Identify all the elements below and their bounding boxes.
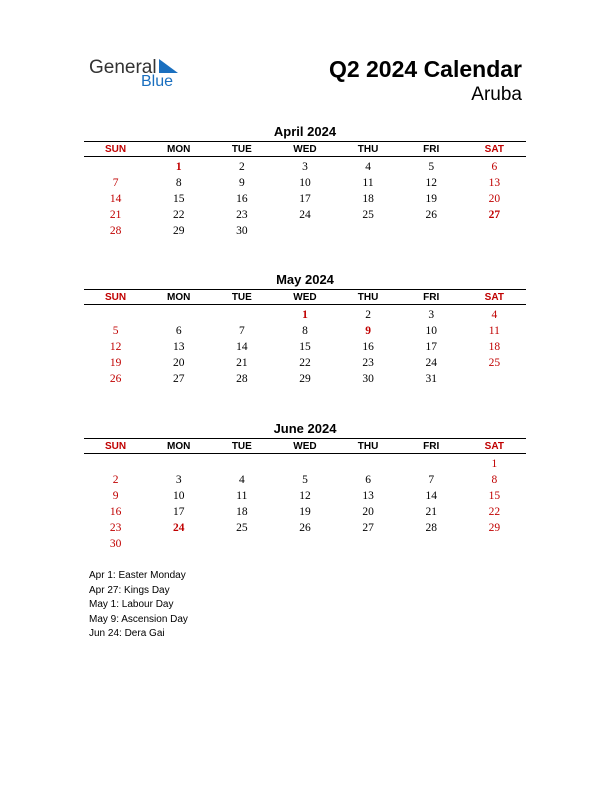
holiday-day-cell: 1 [302,309,308,321]
weekday-label: SAT [484,440,504,452]
weekday-label: FRI [423,143,440,155]
weekday-label: SAT [484,291,504,303]
weekday-label: MON [167,143,191,155]
day-cell: 25 [236,522,248,534]
holiday-day-cell: 24 [172,522,185,534]
day-cell: 2 [365,309,371,321]
day-cell: 26 [109,373,122,385]
day-cell: 16 [236,193,248,205]
day-grid [84,456,526,552]
weekday-label: THU [357,440,379,452]
day-cell: 24 [299,209,311,221]
holiday-notes [89,569,188,642]
day-cell: 31 [425,373,437,385]
day-cell: 5 [302,474,308,486]
day-cell: 27 [172,373,185,385]
day-cell: 14 [425,490,437,502]
day-cell: 25 [362,209,374,221]
holiday-note: Apr 27: Kings Day [89,584,170,596]
day-cell: 20 [172,357,185,369]
day-cell: 4 [491,309,498,321]
day-cell: 16 [109,506,122,518]
day-cell: 15 [299,341,311,353]
page-subtitle: Aruba [471,84,522,105]
day-cell: 1 [491,458,498,470]
weekday-label: WED [293,291,317,303]
day-cell: 3 [302,161,308,173]
day-cell: 27 [362,522,374,534]
month-block [84,421,526,552]
week-row [84,207,526,223]
holiday-day-cell: 1 [175,161,182,173]
day-cell: 10 [172,490,185,502]
day-cell: 28 [109,225,122,237]
day-cell: 19 [425,193,437,205]
month-name: June 2024 [273,421,337,436]
day-cell: 17 [172,506,185,518]
day-cell: 15 [172,193,185,205]
day-cell: 5 [428,161,435,173]
day-cell: 19 [109,357,122,369]
day-cell: 19 [299,506,311,518]
day-cell: 4 [238,474,245,486]
day-cell: 8 [491,474,498,486]
week-row [84,339,526,355]
weekday-label: MON [167,291,191,303]
weekday-label: MON [167,440,191,452]
day-cell: 30 [109,538,122,550]
day-cell: 6 [365,474,371,486]
day-cell: 21 [109,209,122,221]
day-cell: 11 [488,325,500,337]
page-title: Q2 2024 Calendar [328,56,522,82]
month-name: April 2024 [273,124,337,139]
day-cell: 14 [236,341,248,353]
week-row [84,307,526,323]
day-cell: 13 [172,341,185,353]
day-cell: 8 [302,325,308,337]
week-row [84,223,526,239]
weekday-label: SUN [105,291,127,303]
weekday-label: FRI [423,291,440,303]
week-row [84,504,526,520]
day-cell: 29 [299,373,311,385]
day-cell: 3 [175,474,182,486]
day-cell: 20 [488,193,501,205]
day-cell: 22 [172,209,185,221]
week-row [84,536,526,552]
day-cell: 20 [362,506,374,518]
day-cell: 26 [425,209,437,221]
day-cell: 30 [362,373,374,385]
holiday-note: May 9: Ascension Day [89,613,188,625]
holiday-day-cell: 9 [365,325,371,337]
day-cell: 23 [109,522,122,534]
weekday-label: THU [357,143,379,155]
day-cell: 11 [362,177,374,189]
weekday-header [84,141,526,157]
logo-word-blue: Blue [141,73,174,90]
day-cell: 17 [299,193,311,205]
week-row [84,371,526,387]
weekday-label: SAT [484,143,504,155]
week-row [84,323,526,339]
week-row [84,472,526,488]
day-grid [84,307,526,387]
day-cell: 15 [488,490,501,502]
day-cell: 29 [172,225,185,237]
week-row [84,456,526,472]
weekday-label: SUN [105,440,127,452]
week-row [84,520,526,536]
week-row [84,488,526,504]
weekday-label: WED [293,143,317,155]
day-cell: 28 [425,522,437,534]
day-cell: 6 [175,325,182,337]
week-row [84,159,526,175]
day-cell: 10 [425,325,437,337]
weekday-label: SUN [105,143,127,155]
day-cell: 5 [112,325,119,337]
month-block [84,124,526,239]
weekday-label: TUE [231,440,252,452]
weekday-label: TUE [231,291,252,303]
generalblue-logo [89,57,199,93]
day-cell: 9 [238,177,245,189]
holiday-note: May 1: Labour Day [89,599,174,610]
day-cell: 6 [491,161,498,173]
day-cell: 30 [236,225,248,237]
day-cell: 12 [299,490,311,502]
day-cell: 12 [425,177,437,189]
day-cell: 3 [428,309,435,321]
day-cell: 10 [299,177,311,189]
day-cell: 21 [425,506,437,518]
day-cell: 23 [236,209,248,221]
day-cell: 29 [488,522,501,534]
holiday-note: Jun 24: Dera Gai [89,628,165,639]
day-cell: 22 [488,506,501,518]
day-cell: 8 [175,177,182,189]
weekday-label: WED [293,440,317,452]
day-cell: 18 [488,341,501,353]
day-cell: 4 [365,161,371,173]
weekday-label: FRI [423,440,440,452]
day-cell: 11 [236,490,248,502]
day-cell: 28 [236,373,248,385]
day-cell: 13 [362,490,374,502]
weekday-label: TUE [231,143,252,155]
day-cell: 17 [425,341,437,353]
day-cell: 2 [112,474,119,486]
holiday-note: Apr 1: Easter Monday [89,570,186,581]
logo-flag-icon [159,59,178,73]
day-cell: 12 [109,341,122,353]
weekday-header [84,289,526,305]
day-cell: 23 [362,357,374,369]
week-row [84,191,526,207]
day-cell: 7 [428,474,435,486]
logo-word-general: General [89,57,157,78]
day-cell: 21 [236,357,248,369]
weekday-header [84,438,526,454]
week-row [84,355,526,371]
day-cell: 14 [109,193,122,205]
month-name: May 2024 [276,272,334,287]
day-cell: 18 [362,193,374,205]
day-cell: 16 [362,341,374,353]
holiday-day-cell: 27 [488,209,501,221]
weekday-label: THU [357,291,379,303]
day-cell: 9 [112,490,119,502]
day-cell: 13 [488,177,501,189]
week-row [84,175,526,191]
month-block [84,272,526,387]
day-cell: 24 [425,357,437,369]
day-cell: 22 [299,357,311,369]
day-cell: 7 [238,325,245,337]
day-cell: 2 [238,161,245,173]
day-cell: 18 [236,506,248,518]
day-grid [84,159,526,239]
day-cell: 7 [112,177,119,189]
day-cell: 25 [488,357,501,369]
day-cell: 26 [299,522,311,534]
